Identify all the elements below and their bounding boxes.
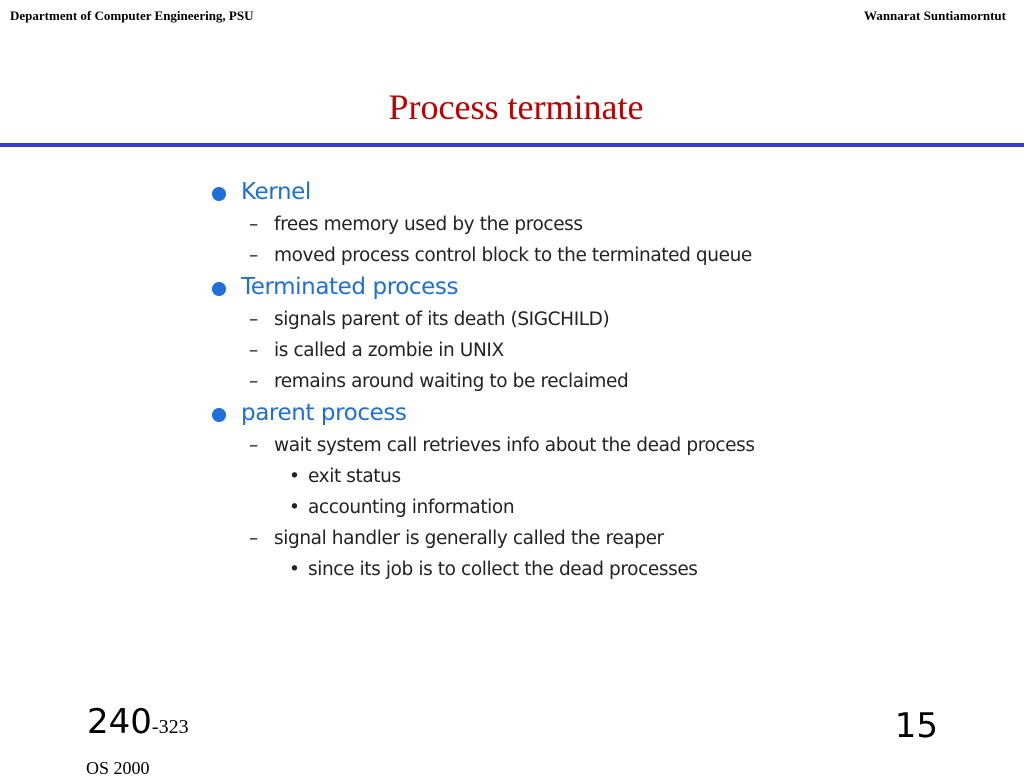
sub-item-text: remains around waiting to be reclaimed: [274, 371, 629, 392]
dash-icon: –: [249, 309, 258, 330]
bullet-dot-icon: [212, 187, 226, 201]
bullet-label: parent process: [241, 400, 407, 426]
header-author: Wannarat Suntiamorntut: [864, 8, 1006, 23]
course-name: OS 2000: [86, 758, 150, 778]
sub-item-text: wait system call retrieves info about the dead process: [274, 435, 755, 456]
bullet-parent-process: [212, 397, 832, 430]
sub-item: [212, 523, 832, 554]
sub-sub-item-text: accounting information: [308, 497, 515, 518]
dash-icon: –: [249, 528, 258, 549]
page-number: 15: [894, 706, 938, 746]
course-number: [87, 702, 189, 742]
dash-icon: –: [249, 371, 258, 392]
small-bullet-icon: •: [289, 559, 300, 580]
sub-item-text: signal handler is generally called the reaper: [274, 528, 664, 549]
sub-item: [212, 366, 832, 397]
sub-item: [212, 304, 832, 335]
slide-title: Process terminate: [388, 87, 644, 127]
dash-icon: –: [249, 340, 258, 361]
dash-icon: –: [249, 214, 258, 235]
sub-item: [212, 240, 832, 271]
sub-sub-item: [212, 461, 832, 492]
bullet-kernel: [212, 176, 832, 209]
sub-sub-item-text: since its job is to collect the dead processes: [308, 559, 698, 580]
bullet-dot-icon: [212, 282, 226, 296]
dash-icon: –: [249, 435, 258, 456]
bullet-dot-icon: [212, 408, 226, 422]
sub-item-text: frees memory used by the process: [274, 214, 583, 235]
sub-sub-item-text: exit status: [308, 466, 401, 487]
sub-sub-item: [212, 554, 832, 585]
sub-item-text: signals parent of its death (SIGCHILD): [274, 309, 610, 330]
bullet-label: Kernel: [241, 179, 311, 205]
course-number-sub: -323: [151, 716, 189, 738]
sub-item-text: is called a zombie in UNIX: [274, 340, 504, 361]
sub-item: [212, 209, 832, 240]
small-bullet-icon: •: [289, 466, 300, 487]
bullet-terminated-process: [212, 271, 832, 304]
dash-icon: –: [249, 245, 258, 266]
header-department: Department of Computer Engineering, PSU: [10, 8, 254, 23]
title-divider: [0, 143, 1024, 147]
sub-sub-item: [212, 492, 832, 523]
slide-content: [212, 176, 832, 585]
bullet-label: Terminated process: [241, 274, 459, 300]
sub-item-text: moved process control block to the terminated queue: [274, 245, 752, 266]
sub-item: [212, 430, 832, 461]
sub-item: [212, 335, 832, 366]
small-bullet-icon: •: [289, 497, 300, 518]
course-number-main: 240: [87, 702, 152, 742]
